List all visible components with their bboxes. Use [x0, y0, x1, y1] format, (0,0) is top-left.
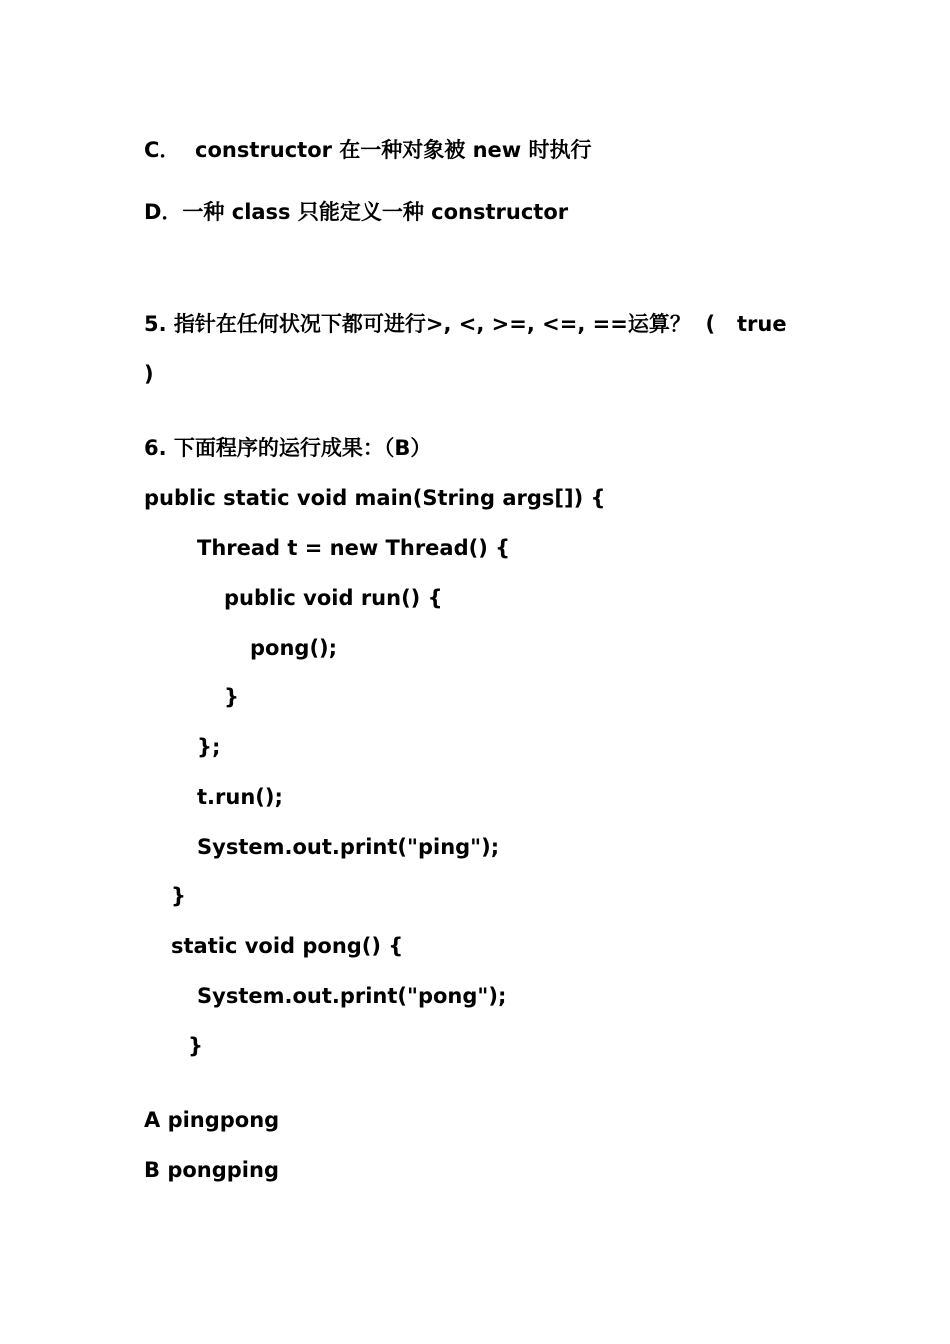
code-line: } [171, 884, 186, 908]
code-line: System.out.print("pong"); [197, 984, 507, 1008]
code-line: public void run() { [224, 586, 443, 610]
option-c-text: C． constructor 在一种对象被 new 时执行 [144, 138, 592, 162]
code-line: } [188, 1034, 203, 1058]
code-line: t.run(); [197, 785, 283, 809]
code-line: static void pong() { [171, 934, 404, 958]
question-5-text: 5. 指针在任何状况下都可进行>, <, >=, <=, ==运算？ ( true [144, 312, 787, 336]
option-d-text: D．一种 class 只能定义一种 constructor [144, 200, 569, 224]
code-line: pong(); [250, 636, 338, 660]
code-line: } [224, 685, 239, 709]
question-5-closing-paren: ) [144, 362, 154, 386]
option-a-text: A pingpong [144, 1108, 280, 1132]
code-line: public static void main(String args[]) { [144, 486, 606, 510]
question-6-text: 6. 下面程序的运行成果：（B） [144, 436, 432, 460]
option-b-text: B pongping [144, 1158, 279, 1182]
code-line: }; [197, 735, 221, 759]
code-line: System.out.print("ping"); [197, 835, 500, 859]
code-line: Thread t = new Thread() { [197, 536, 511, 560]
